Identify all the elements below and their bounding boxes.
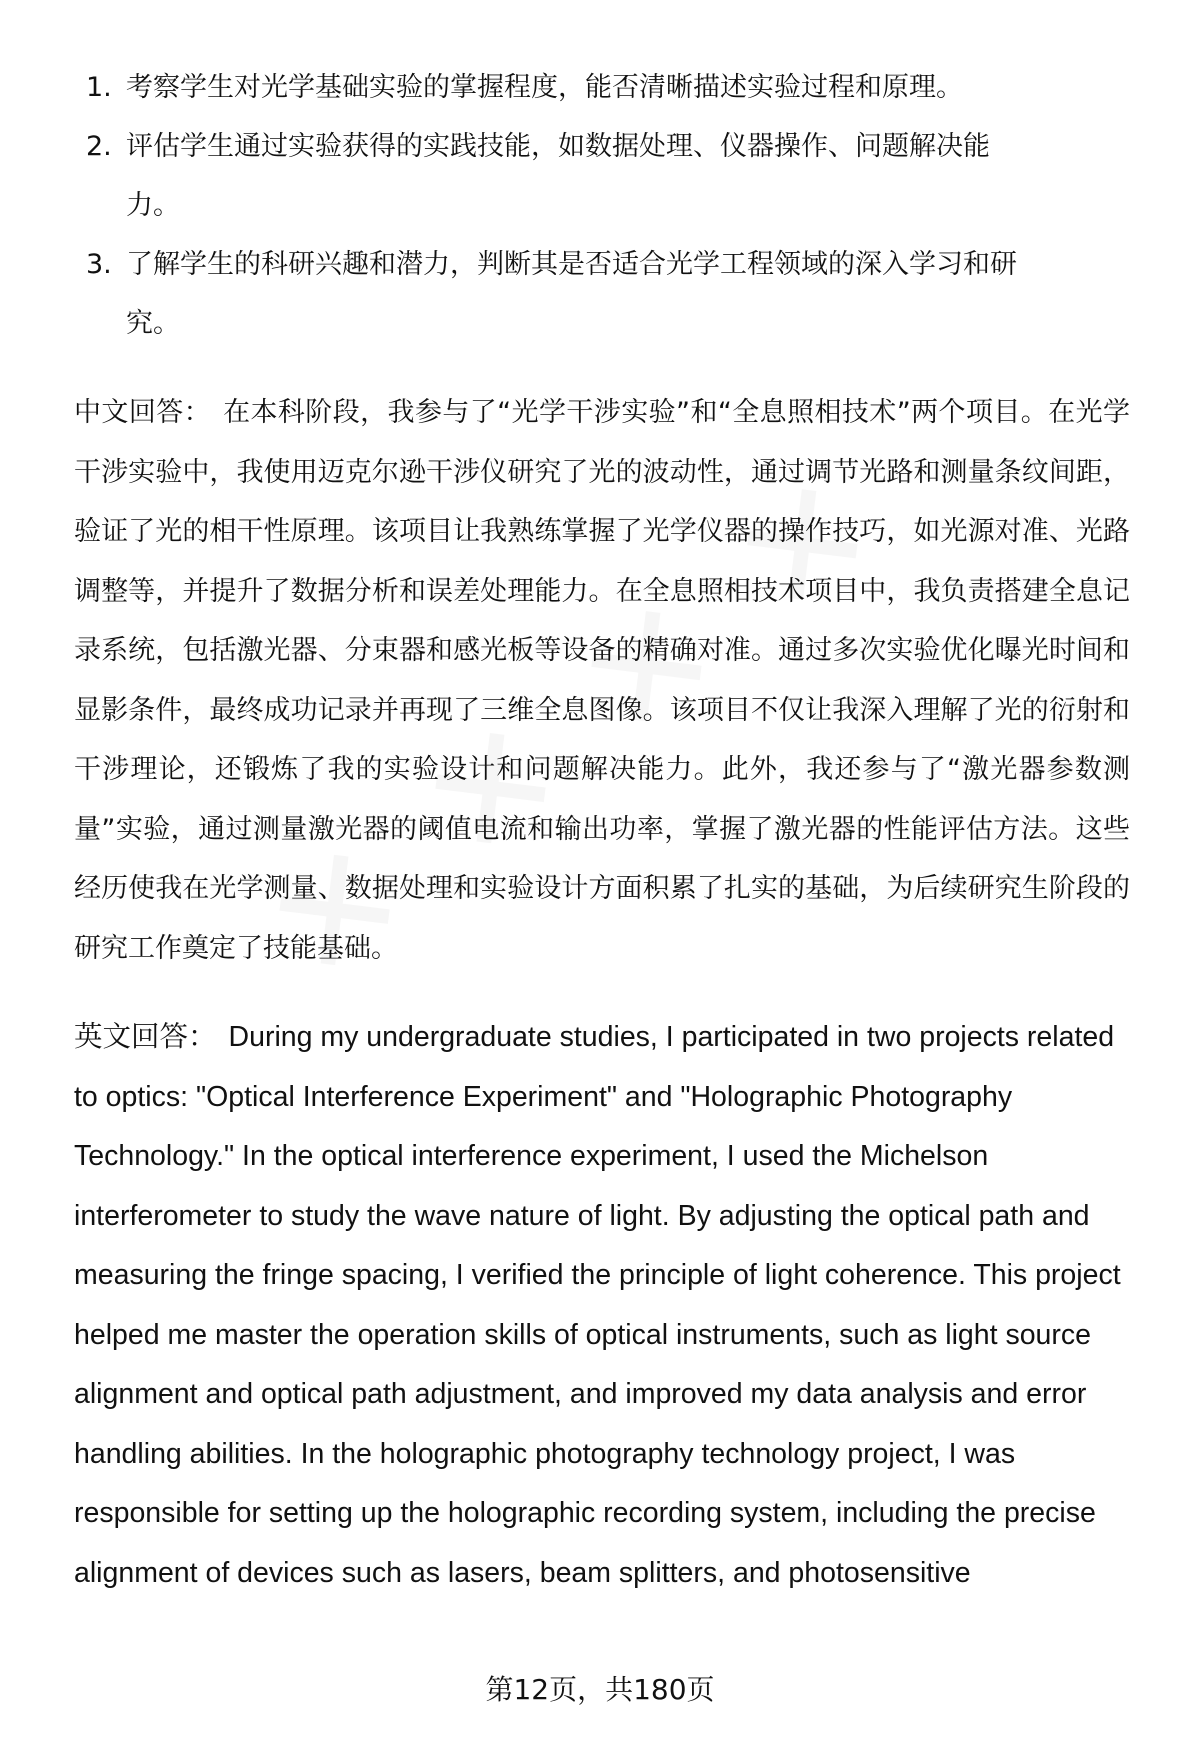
list-item-text: 了解学生的科研兴趣和潜力，判断其是否适合光学工程领域的深入学习和研究。 [126,249,1017,339]
list-item-text: 评估学生通过实验获得的实践技能，如数据处理、仪器操作、问题解决能力。 [126,131,990,221]
english-answer-text: During my undergraduate studies, I participated in two projects related to optics: "Optical Interference Experiment" and "Holographic Photography Technology." In the optical interference experiment, I used the Michelson interferometer to study the wave nature of light. By adjusting the optical path and measuring the fringe spacing, I verified the principle of light coherence. This project helped me master the operation skills of optical instruments, such as light source alignment and optical path adjustment, and improved my data analysis and error handling abilities. In the holographic photography technology project, I was responsible for setting up the holographic recording system, including the precise alignment of devices such as lasers, beam splitters, and photosensitive [74,1021,1121,1589]
list-item-text: 考察学生对光学基础实验的掌握程度，能否清晰描述实验过程和原理。 [126,72,963,103]
list-item-number: 3. [86,249,112,280]
chinese-answer-paragraph [74,383,1140,978]
list-item-number: 1. [86,72,112,103]
chinese-answer-label: 中文回答： [74,397,212,428]
page-footer [0,1670,1200,1710]
chinese-answer-text: 在本科阶段，我参与了“光学干涉实验”和“全息照相技术”两个项目。在光学干涉实验中，我使用迈克尔逊干涉仪研究了光的波动性，通过调节光路和测量条纹间距，验证了光的相干性原理。该项目让我熟练掌握了光学仪器的操作技巧，如光源对准、光路调整等，并提升了数据分析和误差处理能力。在全息照相技术项目中，我负责搭建全息记录系统，包括激光器、分束器和感光板等设备的精确对准。通过多次实验优化曝光时间和显影条件，最终成功记录并再现了三维全息图像。该项目不仅让我深入理解了光的衍射和干涉理论，还锻炼了我的实验设计和问题解决能力。此外，我还参与了“激光器参数测量”实验，通过测量激光器的阈值电流和输出功率，掌握了激光器的性能评估方法。这些经历使我在光学测量、数据处理和实验设计方面积累了扎实的基础，为后续研究生阶段的研究工作奠定了技能基础。 [74,397,1131,964]
list-item [74,235,1140,353]
list-item [74,58,1140,117]
list-item-number: 2. [86,131,112,162]
objectives-list [74,58,1140,353]
list-item [74,117,1140,235]
english-answer-label: 英文回答： [74,1021,217,1053]
page-number-label: 第12页，共180页 [485,1673,715,1706]
english-answer-paragraph [74,1008,1140,1603]
